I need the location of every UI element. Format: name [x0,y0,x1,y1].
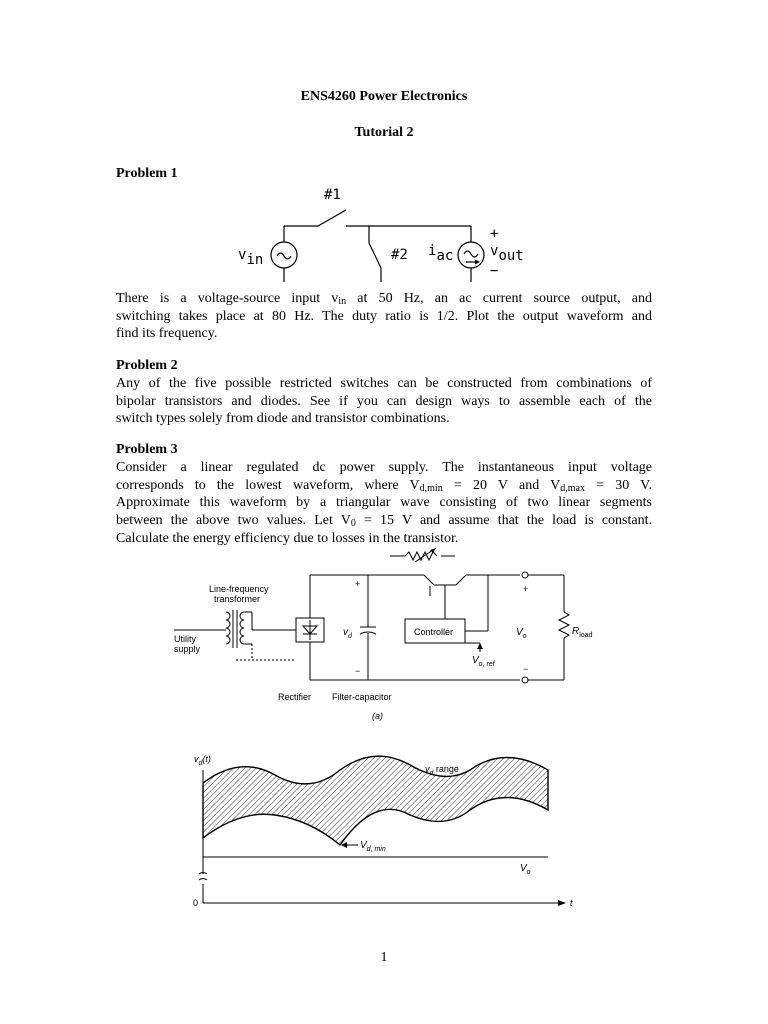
rload-label: $R_{load}$ [572,626,593,639]
controller-label: Controller [414,627,454,637]
regulator-circuit-figure [150,545,610,725]
problem1-line: There is a voltage-source input $v_{in}$ at 50 Hz, an ac current source output, and [116,291,652,307]
iac-label: iac [428,243,454,264]
problem2-heading: Problem 2 [116,358,178,373]
problem2-line: Any of the five possible restricted switches can be constructed from combinations of [116,376,652,391]
problem2-line: switch types solely from diode and transistor combinations. [116,411,450,427]
problem3-line: Calculate the energy efficiency due to losses in the transistor. [116,530,459,546]
vd-range-label: $v_d$ range [425,764,459,777]
vout-label: vout [490,243,524,264]
time-axis-label: t [570,898,573,908]
problem2-line: bipolar transistors and diodes. See if you can design ways to assemble each of the [116,393,652,409]
problem3-line: Consider a linear regulated dc power supply. The instantaneous input voltage [116,460,652,475]
problem3-line: corresponds to the lowest waveform, where $V_{d,min} = 20$ V and $V_{d,max} = 30$ V. [116,477,652,494]
problem1-line: switching takes place at 80 Hz. The duty ratio is 1/2. Plot the output waveform and [116,308,652,324]
filter-capacitor-label: Filter-capacitor [332,692,392,702]
problem3-heading: Problem 3 [116,442,178,457]
supply-label: supply [174,644,201,654]
cap-minus: − [355,666,361,676]
vd-t-label: $v_d(t)$ [194,754,211,767]
vin-label: vin [238,247,264,268]
rectifier-label: Rectifier [278,692,312,702]
problem1-circuit [230,182,540,282]
switch1-label: #1 [324,187,341,203]
vo-ref-label: $V_{o, ref}$ [472,655,495,668]
transformer-label: transformer [214,594,261,604]
switch2-label: #2 [391,247,408,263]
problem1-text [116,290,652,343]
origin-label: 0 [193,898,199,908]
figure-a-caption: (a) [372,711,383,721]
vd-label: $v_d$ [343,627,352,640]
problem1-heading: Problem 1 [116,166,178,181]
out-plus: + [523,584,529,594]
problem3-text [116,459,652,548]
utility-label: Utility [174,634,196,644]
vo-label: $V_o$ [516,627,527,640]
line-frequency-label: Line-frequency [209,584,269,594]
problem1-line: find its frequency. [116,326,218,342]
tutorial-title: Tutorial 2 [354,125,414,140]
vout-plus: + [490,226,499,242]
course-title: ENS4260 Power Electronics [300,89,468,104]
problem3-line: Approximate this waveform by a triangular wave consisting of two linear segments [116,495,652,511]
vd-waveform-figure [180,745,580,915]
cap-plus: + [355,579,361,589]
vout-minus: − [490,263,499,279]
vd-min-label: $V_{d, min}$ [360,840,386,853]
page-number: 1 [380,950,388,965]
out-minus: − [523,664,529,674]
vd-range-band [203,756,548,845]
vo-waveform-label: $V_o$ [520,863,531,876]
problem3-line: between the above two values. Let $V_0 = 15$ V and assume that the load is constant. [116,513,652,530]
problem2-text [116,375,652,428]
